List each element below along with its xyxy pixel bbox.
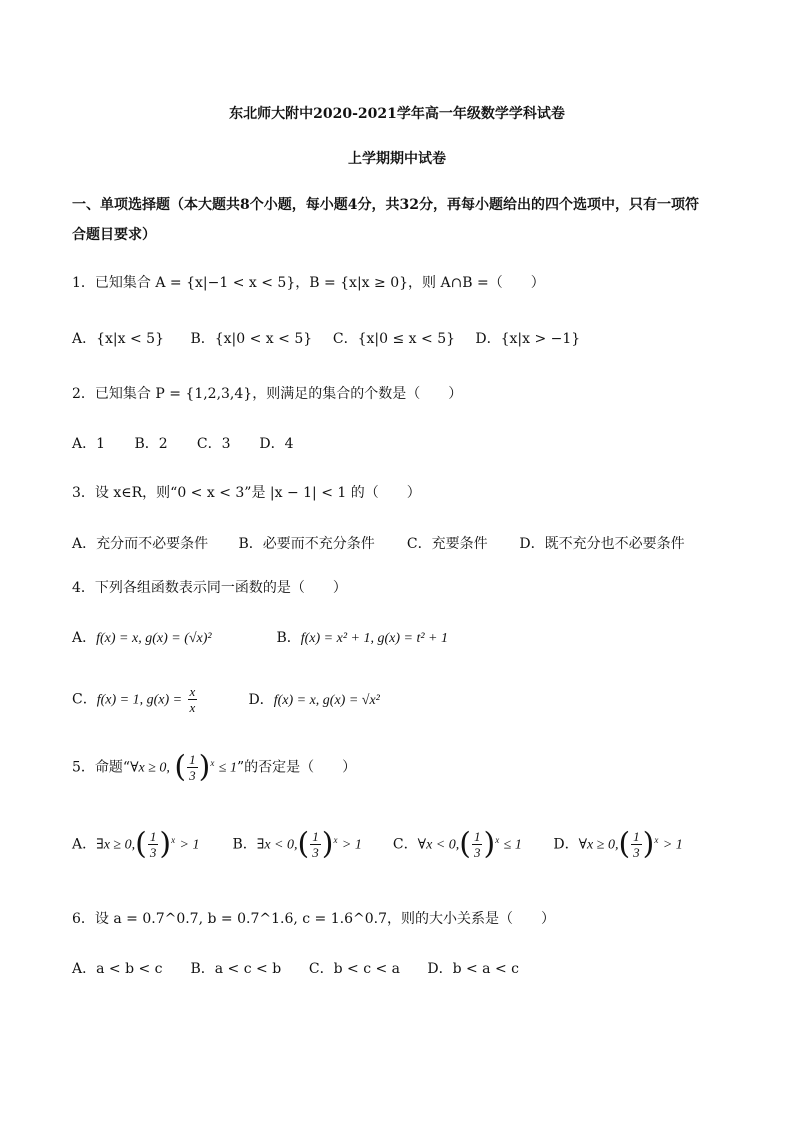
q3-option-c: C．充要条件 bbox=[406, 536, 488, 552]
q6-option-a: A．a < b < c bbox=[72, 961, 163, 977]
q4-option-b-math: f(x) = x² + 1, g(x) = t² + 1 bbox=[300, 631, 449, 646]
exam-title: 东北师大附中2020-2021学年高一年级数学学科试卷 bbox=[229, 106, 565, 122]
section-heading-line1: 一、单项选择题（本大题共8个小题，每小题4分，共32分，再每小题给出的四个选项中，只有一项符 bbox=[72, 197, 699, 213]
q1-option-c: C．{x|0 ≤ x < 5} bbox=[332, 331, 456, 347]
q4-option-b: B．f(x) = x² + 1, g(x) = t² + 1 bbox=[276, 630, 449, 646]
question-2-options bbox=[72, 433, 294, 453]
q6-option-d: D．b < a < c bbox=[427, 961, 519, 977]
q4-option-d: D．f(x) = x, g(x) = √x² bbox=[248, 691, 380, 708]
q1-option-d: D．{x|x > −1} bbox=[475, 331, 581, 347]
question-5-stem: 5．命题“∀x ≥ 0, ( $\frac{1}{3}$ )$^x$ ≤ 1”的否定是（ ） bbox=[72, 749, 357, 785]
q2-option-c: C．3 bbox=[196, 436, 231, 452]
question-6-options bbox=[72, 958, 519, 978]
q4-option-a: A．f(x) = x, g(x) = (√x)² bbox=[72, 630, 212, 646]
q6-option-b: B．a < c < b bbox=[190, 961, 282, 977]
q5-stem-fraction: $\frac{1}{3}$ bbox=[189, 752, 196, 783]
q4-option-c: C．f(x) = 1, g(x) = $\frac{x}{x}$ bbox=[72, 684, 196, 715]
question-2-stem: 2．已知集合 P = {1,2,3,4}，则满足的集合的个数是（ ） bbox=[72, 386, 463, 402]
q5-option-b: B．∃x < 0,( $\frac{1}{3}$ )$^x$ > 1 bbox=[232, 826, 362, 862]
question-5-options bbox=[72, 826, 683, 862]
question-3-options bbox=[72, 533, 685, 553]
exam-subtitle: 上学期期中试卷 bbox=[348, 151, 446, 167]
question-4-stem: 4．下列各组函数表示同一函数的是（ ） bbox=[72, 580, 347, 596]
q5-option-d: D．∀x ≥ 0,( $\frac{1}{3}$ )$^x$ > 1 bbox=[553, 826, 683, 862]
q2-option-a: A．1 bbox=[72, 436, 106, 452]
q1-option-a: A．{x|x < 5} bbox=[72, 331, 164, 347]
q3-option-a: A．充分而不必要条件 bbox=[72, 536, 209, 552]
q6-option-c: C．b < c < a bbox=[308, 961, 401, 977]
q4-option-c-fraction: $\frac{x}{x}$ bbox=[189, 684, 196, 715]
question-6-stem: 6．设 a = 0.7^0.7, b = 0.7^1.6, c = 1.6^0.7，则的大小关系是（ ） bbox=[72, 911, 555, 927]
q1-option-b: B．{x|0 < x < 5} bbox=[190, 331, 313, 347]
question-3-stem: 3．设 x∈R，则“0 < x < 3”是 |x − 1| < 1 的（ ） bbox=[72, 485, 421, 501]
q4-option-a-math: f(x) = x, g(x) = (√x)² bbox=[96, 631, 212, 646]
q2-option-d: D．4 bbox=[259, 436, 294, 452]
question-4-options-cd bbox=[72, 684, 380, 715]
q3-option-b: B．必要而不充分条件 bbox=[238, 536, 375, 552]
q5-option-c: C．∀x < 0,( $\frac{1}{3}$ )$^x$ ≤ 1 bbox=[392, 826, 522, 862]
q3-option-d: D．既不充分也不必要条件 bbox=[519, 536, 685, 552]
question-1-options bbox=[72, 328, 580, 348]
q2-option-b: B．2 bbox=[134, 436, 168, 452]
q4-option-d-math: f(x) = x, g(x) = √x² bbox=[273, 692, 380, 708]
q5-option-a: A．∃x ≥ 0,( $\frac{1}{3}$ )$^x$ > 1 bbox=[72, 826, 200, 862]
question-4-options-ab bbox=[72, 627, 448, 647]
question-1-stem: 1．已知集合 A = {x|−1 < x < 5}，B = {x|x ≥ 0}，则 A∩B =（ ） bbox=[72, 275, 545, 291]
section-heading-line2: 合题目要求） bbox=[72, 227, 156, 243]
